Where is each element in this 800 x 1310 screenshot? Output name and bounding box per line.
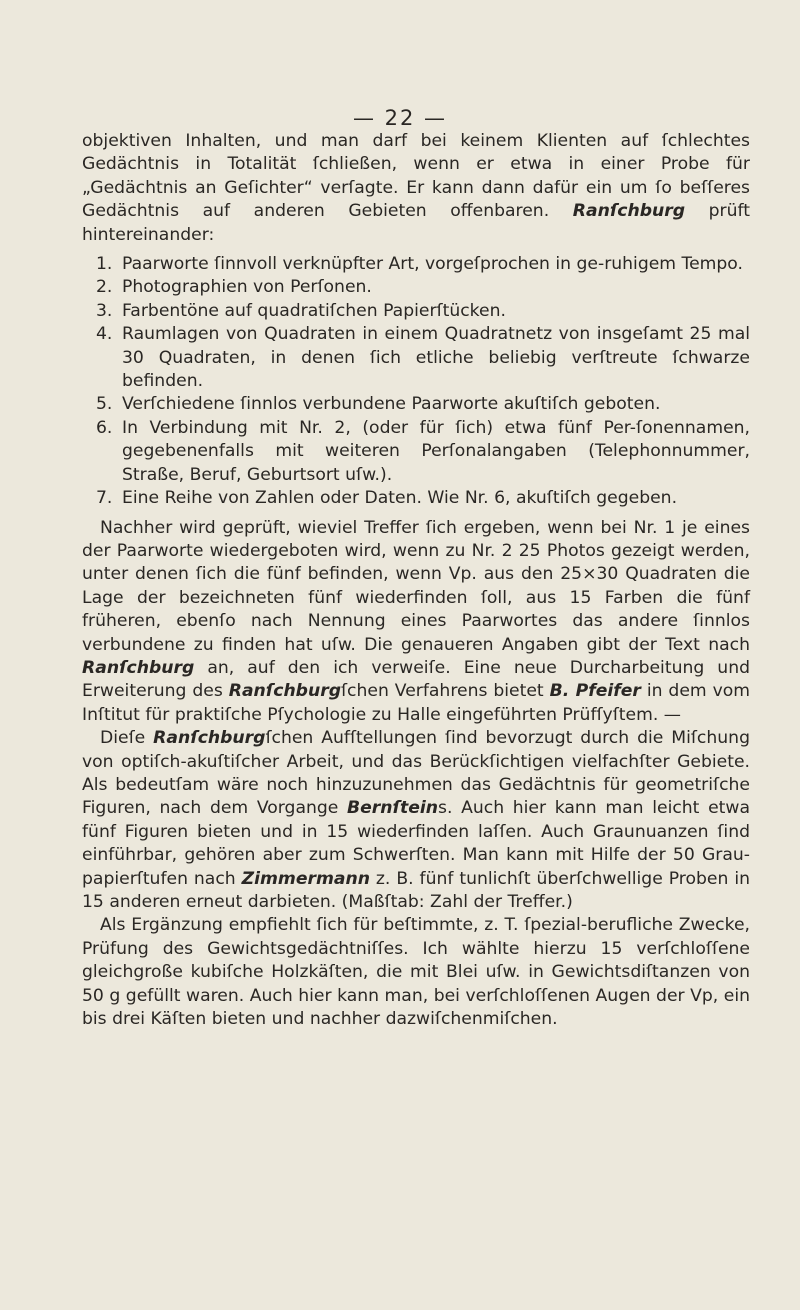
author-name: Ranſchburg	[572, 201, 686, 222]
list-item-text: Raumlagen von Quadraten in einem Quadratnetz von insgeſamt 25 mal 30 Quadraten, in denen ſich etliche beliebig verſtreute ſchwarze befinden.	[122, 324, 750, 392]
list-item	[82, 393, 750, 416]
paragraph-weights: Als Ergänzung empfiehlt ſich für beſtimmte, z. T. ſpezial-berufliche Zwecke, Prüfung des Gewichtsgedächtniſſes. Ich wählte hierzu 15 verſchloſſene gleichgroße kubiſche Holzkäſten, die mit Blei uſw. in Gewichtsdiſtanzen von 50 g gefüllt waren. Auch hier kann man, bei verſchloſſenen Augen der Vp, ein bis drei Käſten bieten und nachher dazwiſchenmiſchen.	[82, 915, 750, 1030]
list-item-text: Eine Reihe von Zahlen oder Daten. Wie Nr. 6, akuſtiſch gegeben.	[122, 488, 678, 509]
author-name: Bernſtein	[347, 798, 438, 819]
text-run: in dem vom Inſtitut für praktiſche Pſychologie zu Halle eingeführten Prüfſyſtem. —	[82, 681, 750, 725]
author-name: Ranſchburg	[82, 657, 195, 678]
method-list	[82, 253, 750, 510]
list-item-text: Photographien von Perſonen.	[122, 277, 372, 298]
list-item-number: 5.	[96, 394, 113, 415]
author-name: B. Pfeifer	[549, 681, 641, 702]
intro-text: objektiven Inhalten, und man darf bei keinem Klienten auf ſchlechtes Gedächtnis in Totalität ſchließen, wenn er etwa in einer Probe für „Gedächtnis an Geſichter“ verſagte. Er kann dann dafür ein um ſo beſſeres Gedächtnis auf anderen Gebieten offenbaren.	[82, 131, 750, 222]
list-item	[82, 300, 750, 323]
list-item-text: Verſchiedene ſinnlos verbundene Paarworte akuſtiſch geboten.	[122, 394, 661, 415]
list-item	[82, 487, 750, 510]
list-item	[82, 417, 750, 487]
page-number: — 22 —	[352, 106, 448, 130]
paragraph-results	[82, 517, 750, 728]
text-run: s. Auch hier kann man leicht etwa fünf Figuren bieten und in 15 wiederfinden laſſen. Auch Graunuanzen ſind einführbar, gehören aber zum Schwerſten. Man kann mit Hilfe der 50 Grau-papierſtufen nach	[82, 798, 750, 889]
list-item-number: 4.	[96, 324, 113, 345]
list-item-number: 3.	[96, 300, 113, 321]
list-item-number: 7.	[96, 488, 113, 509]
text-run: z. B. fünf tunlichſt überſchwellige Proben in 15 anderen erneut darbieten. (Maßſtab: Zahl der Treffer.)	[82, 868, 750, 912]
text-run: ſchen Aufſtellungen ſind bevorzugt durch die Miſchung von optiſch-akuſtiſcher Arbeit, und das Berückſichtigen vielfachſter Gebiete. Als bedeutſam wäre noch hinzuzunehmen das Gedächtnis für geometriſche Figuren, nach dem Vorgange	[82, 728, 750, 819]
text-run: an, auf den ich verweiſe. Eine neue Durcharbeitung und Erweiterung des	[82, 657, 750, 702]
list-item	[82, 253, 750, 276]
text-run: ſchen Verfahrens bietet	[341, 681, 550, 702]
list-item	[82, 323, 750, 393]
author-name: Ranſchburg	[153, 728, 266, 749]
text-run: Dieſe	[100, 728, 154, 749]
author-name: Ranſchburg	[228, 681, 341, 702]
list-item-number: 1.	[96, 254, 113, 275]
paragraph-figures	[82, 727, 750, 914]
page-body	[82, 130, 750, 1031]
list-item-number: 6.	[96, 417, 113, 438]
text-run: Nachher wird geprüft, wieviel Treffer ſich ergeben, wenn bei Nr. 1 je eines der Paarworte wiedergeboten wird, wenn zu Nr. 2 25 Photos gezeigt werden, unter denen ſich die fünf befinden, wenn Vp. aus den 25×30 Quadraten die Lage der bezeichneten fünf wiederfinden ſoll, aus 15 Farben die fünf früheren, ebenſo nach Nennung eines Paarwortes das andere ſinnlos verbundene zu finden hat uſw. Die genaueren Angaben gibt der Text nach	[82, 517, 750, 655]
list-item-text: Paarworte ſinnvoll verknüpfter Art, vorgeſprochen in ge-ruhigem Tempo.	[122, 254, 743, 275]
intro-paragraph	[82, 130, 750, 247]
list-item-number: 2.	[96, 277, 113, 298]
list-item-text: Farbentöne auf quadratiſchen Papierſtücken.	[122, 300, 506, 321]
author-name: Zimmermann	[241, 868, 370, 889]
list-item-text: In Verbindung mit Nr. 2, (oder für ſich) etwa fünf Per-ſonennamen, gegebenenfalls mit weiteren Perſonalangaben (Telephonnummer, Straße, Beruf, Geburtsort uſw.).	[122, 417, 750, 485]
list-item	[82, 276, 750, 299]
intro-tail: prüft hintereinander:	[82, 201, 751, 245]
